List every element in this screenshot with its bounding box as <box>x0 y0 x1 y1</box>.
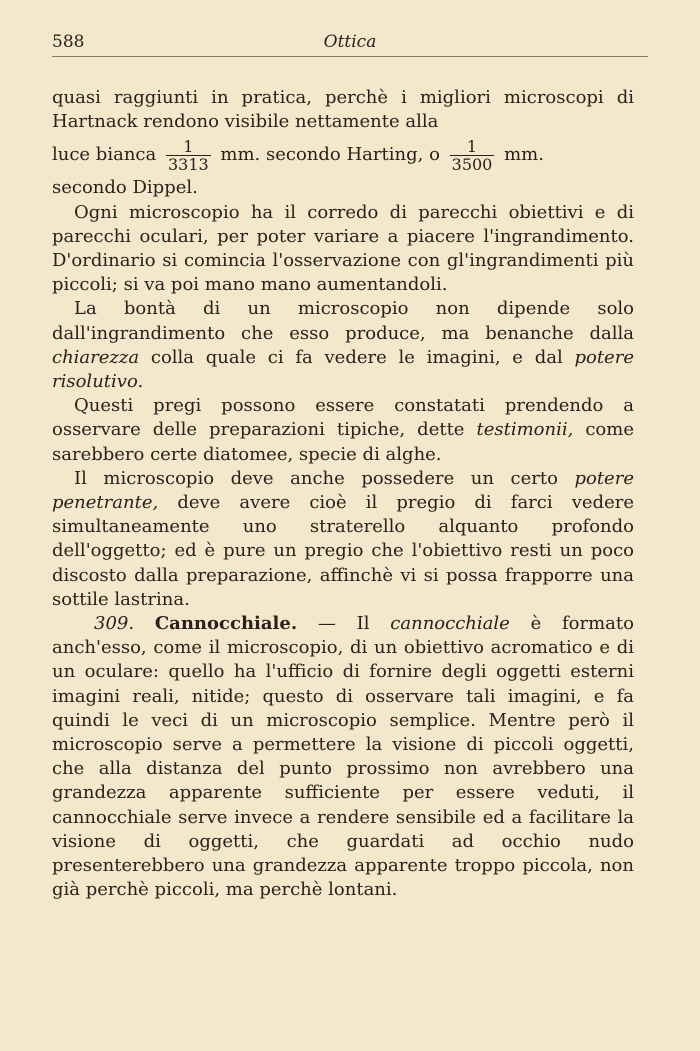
emphasis: chiarezza <box>52 346 140 368</box>
paragraph-5 <box>52 467 634 612</box>
section-number: 309. <box>94 613 135 635</box>
fraction-denominator: 3500 <box>451 154 493 174</box>
text-run: mm. <box>504 144 544 166</box>
text-run: colla quale ci fa vedere le imagini, e dal <box>150 346 563 368</box>
text-run: Ogni microscopio ha il corredo di parecchi obiettivi e di parecchi oculari, per poter variare a piacere l'ingrandimento. D'ordinario si comincia l'osservazione con gl'ingrandimenti più piccoli; si va poi mano mano aumentandoli. <box>52 201 634 296</box>
paragraph-1 <box>52 86 634 134</box>
text-run: — Il <box>317 613 370 635</box>
running-title: Ottica <box>323 32 377 52</box>
text-run: luce bianca <box>52 144 157 166</box>
paragraph-2 <box>52 201 634 298</box>
text-run: La bontà di un microscopio non dipende solo dall'ingrandimento che esso produce, ma benanche dalla <box>52 298 634 344</box>
paragraph-1-end <box>52 176 634 200</box>
emphasis: potere risolutivo. <box>52 346 634 393</box>
fraction-denominator: 3313 <box>167 154 209 174</box>
text-run: Il microscopio deve anche possedere un certo <box>74 467 558 489</box>
text-run: secondo Dippel. <box>52 177 198 199</box>
emphasis: testimonii, <box>476 419 574 441</box>
fraction-2 <box>450 138 495 173</box>
text-run: è formato anch'esso, come il microscopio, di un obiettivo acromatico e di un oculare: quello ha l'ufficio di fornire degli oggetti esterni imagini reali, nitide; questo di osservare tali imagini, e fa quindi le veci di un microscopio semplice. Mentre però il microscopio serve a permettere la visione di piccoli oggetti, che alla distanza del punto prossimo non avrebbero una grandezza apparente sufficiente per essere veduti, il cannocchiale serve invece a rendere sensibile ed a facilitare la visione di oggetti, che guardati ad occhio nudo presenterebbero una grandezza apparente troppo piccola, non già perchè piccoli, ma perchè lontani. <box>52 613 634 901</box>
section-title: Cannocchiale. <box>154 613 298 635</box>
body-text <box>52 86 634 903</box>
emphasis: potere penetrante, <box>52 467 634 514</box>
fraction-1 <box>166 138 211 173</box>
emphasis: cannocchiale <box>390 613 510 635</box>
text-run: deve avere cioè il pregio di farci vedere simultaneamente uno straterello alquanto profondo dell'oggetto; ed è pure un pregio che l'obiettivo resti un poco discosto dalla preparazione, affinchè vi si possa frapporre una sottile lastrina. <box>52 492 634 610</box>
text-run: mm. secondo Harting, o <box>220 144 440 166</box>
fraction-numerator: 1 <box>183 136 194 156</box>
paragraph-4 <box>52 394 634 467</box>
paragraph-3 <box>52 297 634 394</box>
section-309 <box>52 612 634 902</box>
fraction-numerator: 1 <box>466 136 478 156</box>
text-run: come sarebbero certe diatomee, specie di alghe. <box>52 419 634 465</box>
page-number: 588 <box>52 32 85 52</box>
paragraph-1-fraction-line <box>52 134 634 176</box>
page-header <box>52 30 648 57</box>
text-run: Questi pregi possono essere constatati prendendo a osservare delle preparazioni tipiche, dette <box>52 395 634 441</box>
text-run: quasi raggiunti in pratica, perchè i migliori microscopi di Hartnack rendono visibile nettamente alla <box>52 87 634 133</box>
